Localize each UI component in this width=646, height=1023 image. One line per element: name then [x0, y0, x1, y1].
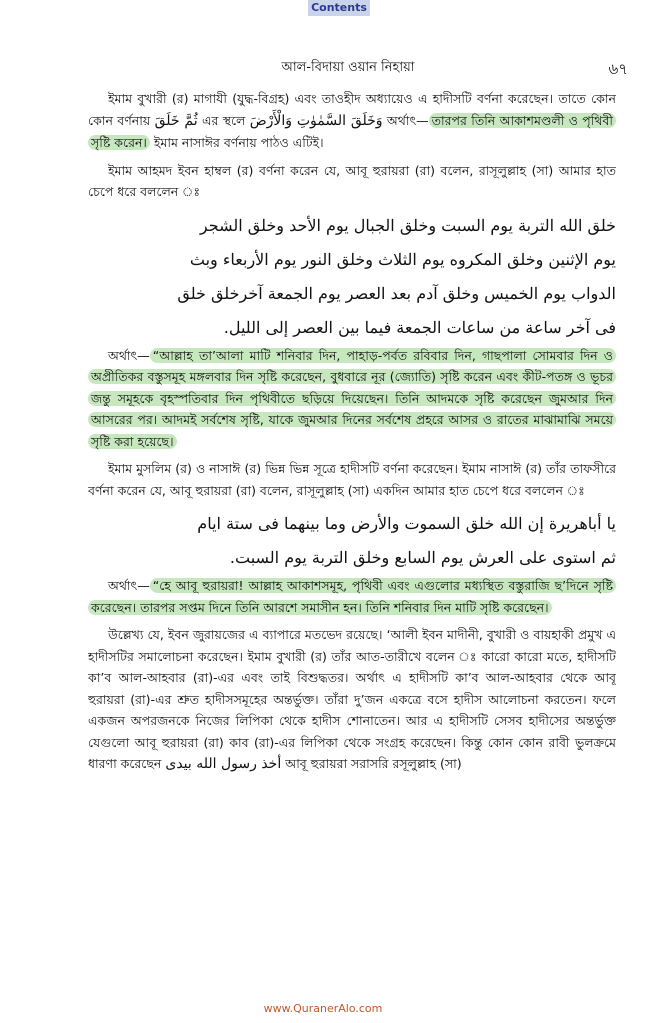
- arabic-line: فى آخر ساعة من ساعات الجمعة فيما بين العصر إلى الليل.: [223, 317, 616, 337]
- arabic-inline-phrase: ثُمَّ خَلَقَ: [154, 112, 198, 129]
- book-title: আল-বিদায়া ওয়ান নিহায়া: [281, 60, 415, 75]
- arabic-line: ثم استوى على العرش يوم السابع وخلق التربة يوم السبت.: [229, 548, 616, 567]
- paragraph-translation-creation-days: অর্থাৎ— “আল্লাহ তা’আলা মাটি শনিবার দিন, পাহাড়-পর্বত রবিবার দিন, গাছপালা সোমবার দিন ও অপ্রীতিকর বস্তুসমূহ মঙ্গলবার দিন সৃষ্টি করেছেন, বুধবারে নূর (জ্যোতি) সৃষ্টি করেন এবং কীট-পতঙ্গ ও ভূচর জন্তু সমূহকে বৃহস্পতিবার দিন পৃথিবীতে ছড়িয়ে দিয়েছেন। তিনি আদমকে সৃষ্টি করেছেন জুমআর দিন আসরের পর। আদমই সর্বশেষ সৃষ্টি, যাকে জুমআর দিনের সর্বশেষ প্রহরে আসর ও রাতের মাঝামাঝি সময়ে সৃষ্টি করা হয়েছে।: [88, 345, 616, 453]
- arabic-line: الدواب يوم الخميس وخلق آدم بعد العصر يوم الجمعة آخرخلق خلق: [177, 283, 616, 303]
- highlight-translation: “আল্লাহ তা’আলা মাটি শনিবার দিন, পাহাড়-পর্বত রবিবার দিন, গাছপালা সোমবার দিন ও অপ্রীতিকর বস্তুসমূহ মঙ্গলবার দিন সৃষ্টি করেছেন, বুধবারে নূর (জ্যোতি) সৃষ্টি করেন এবং কীট-পতঙ্গ ও ভূচর জন্তু সমূহকে বৃহস্পতিবার দিন পৃথিবীতে ছড়িয়ে দিয়েছেন। তিনি আদমকে সৃষ্টি করেছেন জুমআর দিন আসরের পর। আদমই সর্বশেষ সৃষ্টি, যাকে জুমআর দিনের সর্বশেষ প্রহরে আসর ও রাতের মাঝামাঝি সময়ে সৃষ্টি করা হয়েছে।: [88, 348, 616, 449]
- arabic-inline-phrase: أخذ رسول الله بيدى: [165, 756, 282, 772]
- arabic-line: يا أباهريرة إن الله خلق السموت والأرض وما بينهما فى ستة ايام: [197, 514, 616, 533]
- paragraph-commentary: উল্লেখ্য যে, ইবন জুরায়জের এ ব্যাপারে মতভেদ রয়েছে। ‘আলী ইবন মাদীনী, বুখারী ও বায়হাকী প্রমুখ এ হাদীসটির সমালোচনা করেছেন। ইমাম বুখারী (র) তাঁর আত-তারীখে বলেন ঃ কারো কারো মতে, হাদীসটি কা’ব আল-আহবার (রা)-এর এবং তাই বিশুদ্ধতর। অর্থাৎ এ হাদীসটি কা’ব আল-আহবার থেকে আবূ হুরায়রা (রা)-এর শ্রুত হাদীসসমূহের অন্তর্ভুক্ত। তাঁরা দু’জন একত্রে বসে হাদীস আলোচনা করতেন। ফলে একজন অপরজনকে নিজের লিপিকা থেকে হাদীস শোনাতেন। আর এ হাদীসটি সেসব হাদীসের অন্তর্ভুক্ত যেগুলো আবূ হুরায়রা (রা) কাব (রা)-এর লিপিকা থেকে সংগ্রহ করেছেন। কিন্তু কোন কোন রাবী ভুলক্রমে ধারণা করেছেন أخذ رسول الله بيدى আবূ হুরায়রা সরাসরি রসূলুল্লাহ (সা): [88, 627, 616, 772]
- page-body: [88, 88, 616, 958]
- paragraph-bukhari-note: ইমাম বুখারী (র) মাগাযী (যুদ্ধ-বিগ্রহ) এবং তাওহীদ অধ্যায়েও এ হাদীসটি বর্ণনা করেছেন। তাতে কোন কোন বর্ণনায় ثُمَّ خَلَقَ এর স্থলে وَخَلَقَ السَّمٰوٰتِ وَالْأَرْضَ অর্থাৎ— তারপর তিনি আকাশমণ্ডলী ও পৃথিবী সৃষ্টি করেন। ইমাম নাসাঈর বর্ণনায় পাঠও এটিই।: [88, 91, 616, 150]
- paragraph-translation-six-days: অর্থাৎ— “হে আবূ হুরায়রা! আল্লাহ আকাশসমূহ, পৃথিবী এবং এগুলোর মধ্যস্থিত বস্তুরাজি ছ’দিনে সৃষ্টি করেছেন। তারপর সপ্তম দিনে তিনি আরশে সমাসীন হন। তিনি শনিবার দিন মাটি সৃষ্টি করেছেন।: [88, 575, 616, 618]
- arabic-inline-phrase: وَخَلَقَ السَّمٰوٰتِ وَالْأَرْضَ: [249, 112, 383, 129]
- contents-button[interactable]: Contents: [308, 0, 370, 16]
- arabic-line: خلق الله التربة يوم السبت وخلق الجبال يوم الأحد وخلق الشجر: [199, 215, 616, 235]
- highlight-translation: “হে আবূ হুরায়রা! আল্লাহ আকাশসমূহ, পৃথিবী এবং এগুলোর মধ্যস্থিত বস্তুরাজি ছ’দিনে সৃষ্টি করেছেন। তারপর সপ্তম দিনে তিনি আরশে সমাসীন হন। তিনি শনিবার দিন মাটি সৃষ্টি করেছেন।: [88, 578, 616, 615]
- highlight-translation: তারপর তিনি আকাশমণ্ডলী ও পৃথিবী সৃষ্টি করেন।: [88, 113, 616, 151]
- arabic-line: يوم الإثنين وخلق المكروه يوم الثلاث وخلق النور يوم الأربعاء وبث: [189, 249, 616, 269]
- arabic-hadith-block: [88, 507, 616, 575]
- paragraph-ahmad-narration: ইমাম আহমদ ইবন হাম্বল (র) বর্ণনা করেন যে, আবূ হুরায়রা (রা) বলেন, রাসূলুল্লাহ (সা) আমার হাত চেপে ধরে বললেন ঃ: [88, 162, 616, 199]
- paragraph-muslim-nasai: ইমাম মুসলিম (র) ও নাসাঈ (র) ভিন্ন ভিন্ন সূত্রে হাদীসটি বর্ণনা করেছেন। ইমাম নাসাঈ (র) তাঁর তাফসীরে বর্ণনা করেন যে, আবূ হুরায়রা (রা) বলেন, রাসূলুল্লাহ (সা) একদিন আমার হাত চেপে ধরে বললেন ঃ: [88, 461, 616, 498]
- arabic-hadith-block: [88, 209, 616, 345]
- footer-site-link[interactable]: www.QuranerAlo.com: [263, 1002, 383, 1015]
- page-number: ৬৭: [608, 60, 628, 78]
- running-head: [88, 58, 628, 80]
